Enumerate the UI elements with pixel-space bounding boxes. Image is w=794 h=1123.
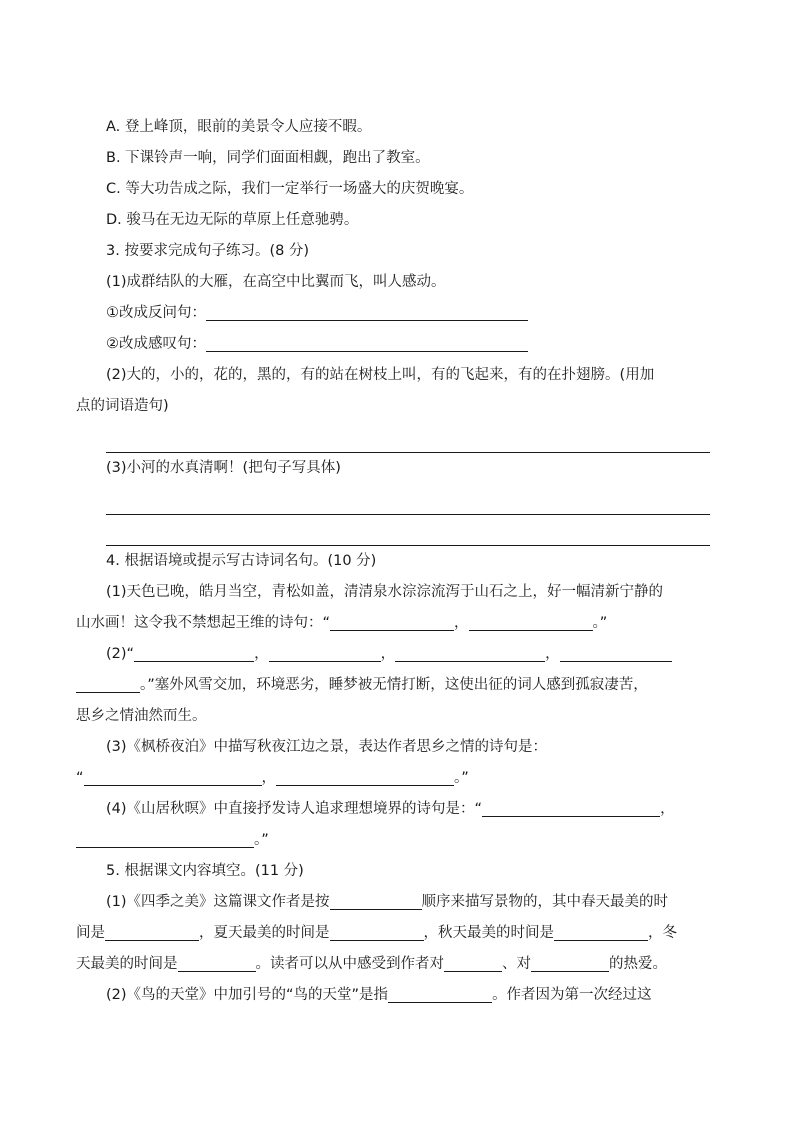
option-c: C. 等大功告成之际，我们一定举行一场盛大的庆贺晚宴。 [106,181,474,197]
q4-p1-text: 山水画！这令我不禁想起王维的诗句：“ [76,615,331,631]
q4-p3-line2 [76,763,710,794]
q3-rhetorical-answer-blank[interactable] [206,302,528,321]
q5-p1-line2 [76,918,710,949]
q4-p4-line1 [76,794,710,825]
question-3-title: 3. 按要求完成句子练习。(8 分) [106,243,310,259]
q5-p1-line3 [76,949,710,980]
q5-p1-text-i: 、对 [502,956,531,972]
q5-summer-blank[interactable] [330,922,424,941]
q4-p2-open: (2)“ [106,646,135,662]
q4-p3-comma: ， [261,770,277,786]
q4-p2-comma-2: ， [380,646,396,662]
q5-p2-text-a: (2)《鸟的天堂》中加引号的“鸟的天堂”是指 [106,987,389,1003]
option-a: A. 登上峰顶，眼前的美景令人应接不暇。 [106,119,372,135]
q3-rhetorical-row [76,298,710,329]
q5-spring-blank[interactable] [105,922,199,941]
q4-p2-line1 [76,639,710,670]
q5-p1-text-j: 的热爱。 [609,956,667,972]
q5-bird-paradise-blank[interactable] [388,984,492,1003]
q4-p4-blank-2[interactable] [76,829,254,848]
q3-sentence-1: (1)成群结队的大雁，在高空中比翼而飞，叫人感动。 [106,274,446,290]
q4-p2-blank-2[interactable] [269,643,381,662]
q3-exclamation-answer-blank[interactable] [206,333,528,352]
q3-sentence-3-answer-line-2[interactable] [106,515,710,546]
q5-p1-text-a: (1)《四季之美》这篇课文作者是按 [106,894,330,910]
q3-sentence-3-answer-line-1[interactable] [106,484,710,515]
question-5-title: 5. 根据课文内容填空。(11 分) [106,863,304,879]
q5-order-blank[interactable] [330,891,422,910]
option-b: B. 下课铃声一响，同学们面面相觑，跑出了教室。 [106,150,430,166]
q4-p2-blank-5[interactable] [76,674,140,693]
q5-p1-text-b: 顺序来描写景物的，其中春天最美的时 [421,894,669,910]
q4-p1-end: 。” [592,615,608,631]
q4-p1-line1: (1)天色已晚，皓月当空，青松如盖，清清泉水淙淙流泻于山石之上，好一幅清新宁静的 [106,584,664,600]
q3-sentence-3: (3)小河的水真清啊！(把句子写具体) [106,460,341,476]
question-4-title: 4. 根据语境或提示写古诗词名句。(10 分) [106,553,377,569]
q5-p1-text-f: ，冬 [648,925,677,941]
q4-p4-comma: ， [660,801,675,817]
q5-p1-text-c: 间是 [76,925,105,941]
q4-p3-blank-2[interactable] [276,767,454,786]
q5-p1-text-e: ，秋天最美的时间是 [423,925,554,941]
q4-p1-comma: ， [454,615,469,631]
q3-exclamation-row [76,329,710,360]
q4-p3-blank-1[interactable] [84,767,262,786]
q4-p2-comma-1: ， [254,646,269,662]
q4-p2-line2 [76,670,710,701]
q3-sentence-2-line2: 点的词语造句) [76,398,169,414]
q4-p2-blank-4[interactable] [560,643,672,662]
q5-love-blank-1[interactable] [444,953,502,972]
q4-p3-line1: (3)《枫桥夜泊》中描写秋夜江边之景，表达作者思乡之情的诗句是： [106,739,548,755]
q5-p1-text-h: 。读者可以从中感受到作者对 [255,956,444,972]
q4-p2-blank-1[interactable] [134,643,254,662]
q4-p2-blank-3[interactable] [395,643,545,662]
q5-winter-blank[interactable] [178,953,256,972]
option-d: D. 骏马在无边无际的草原上任意驰骋。 [106,212,359,228]
q4-p3-end: 。” [454,770,469,786]
q4-p2-line3: 思乡之情油然而生。 [76,708,207,724]
q3-sentence-2-line1: (2)大的，小的，花的，黑的，有的站在树枝上叫，有的飞起来，有的在扑翅膀。(用加 [106,367,655,383]
q5-p1-line1 [76,887,710,918]
q3-sentence-2-answer-line[interactable] [106,422,710,453]
q4-p2-comma-3: ， [545,646,560,662]
q5-love-blank-2[interactable] [531,953,609,972]
q4-p2-text: 。”塞外风雪交加，环境恶劣，睡梦被无情打断，这使出征的词人感到孤寂凄苦， [140,677,648,693]
q5-p2-text-b: 。作者因为第一次经过这 [492,987,652,1003]
q5-p1-text-g: 天最美的时间是 [76,956,178,972]
q4-p1-line2 [76,608,710,639]
q3-exclamation-label: ②改成感叹句： [106,336,206,352]
q5-p2-line1 [76,980,710,1011]
q4-p4-blank-1[interactable] [482,798,660,817]
q4-p4-line2 [76,825,710,856]
q4-p1-blank-2[interactable] [469,612,593,631]
q4-p3-open: “ [76,770,84,786]
q4-p4-text: (4)《山居秋暝》中直接抒发诗人追求理想境界的诗句是：“ [106,801,483,817]
q5-p1-text-d: ，夏天最美的时间是 [199,925,330,941]
q4-p1-blank-1[interactable] [330,612,454,631]
q4-p4-end: 。” [254,832,269,848]
q5-autumn-blank[interactable] [554,922,648,941]
q3-rhetorical-label: ①改成反问句： [106,305,206,321]
